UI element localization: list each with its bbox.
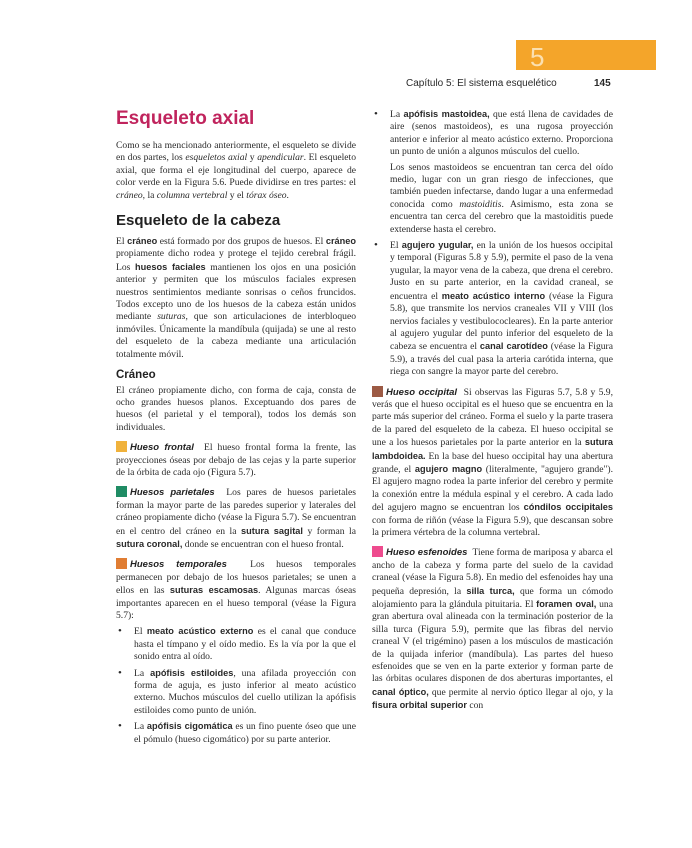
- list-item: • La apófisis cigomática es un fino puente óseo que une el pómulo (hueso cigomático) por su parte anterior.: [116, 720, 356, 746]
- left-column: [116, 108, 356, 749]
- list-item: • La apófisis mastoidea, que está llena de cavidades de aire (senos mastoideos), es una rugosa proyección anterior e inferior al meato acústico externo. Proporciona un punto de unión a algunos músculos del cuello. Los senos mastoideos se encuentran tan cerca del oído medio, lugar con un gran riesgo de infecciones, que también pueden infectarse, dando lugar a una enfermedad conocida como mastoiditis. Asimismo, esta zona se encuentra tan cerca del cerebro que la mastoiditis puede extenderse hasta el cerebro.: [372, 108, 613, 236]
- temporal-paragraph: Huesos temporales Los huesos temporales permanecen por debajo de los huesos parietales; se unen a ellos en las suturas escamosas. Algunas marcas óseas importantes aparecen en el hueso temporal (véase la Figura 5.7):: [116, 559, 356, 621]
- running-header: Capítulo 5: El sistema esquelético: [406, 78, 557, 89]
- esfenoides-paragraph: Hueso esfenoides Tiene forma de mariposa y abarca el ancho de la cabeza y forma parte del suelo de la cavidad craneal (véase la Figura 5.8). En medio del esfenoides hay una pequeña depresión, la silla turca, que forma un cómodo alojamiento para la glándula pituitaria. El foramen oval, una gran abertura oval alineada con la terminación posterior de la silla turca (Figura 5.9), permite que las fibras del nervio craneal V (el trigémino) pasen a los músculos de masticación de la quijada inferior (mandíbula). Las partes del hueso esfenoides que se ven en la parte exterior y forman parte de las órbitas oculares disponen de dos aberturas importantes, el canal óptico, que permite al nervio óptico llegar al ojo, y la fisura orbital superior con: [372, 547, 613, 712]
- list-item: • El meato acústico externo es el canal que conduce hasta el tímpano y el oído medio. Es la vía por la que el sonido entra al oído.: [116, 625, 356, 663]
- list-item: • La apófisis estiloides, una afilada proyección con forma de aguja, es justo inferior al meato acústico externo. Muchos músculos del cuello utilizan la apófisis estiloides como punto de unión.: [116, 667, 356, 718]
- skull-paragraph: El cráneo está formado por dos grupos de huesos. El cráneo propiamente dicho rodea y protege el tejido cerebral frágil. Los huesos faciales mantienen los ojos en una posición anterior y permiten que los músculos faciales expresen nuestros sentimientos mediante sonrisas o ceños fruncidos. Todos excepto uno de los huesos de la cabeza están unidos mediante suturas, que son articulaciones de interbloqueo inmóviles. Únicamente la mandíbula (quijada) se une al resto del esqueleto de la cabeza mediante una articulación totalmente móvil.: [116, 236, 357, 360]
- frontal-paragraph: Hueso frontal El hueso frontal forma la frente, las proyecciones óseas por debajo de las cejas y la parte superior de la órbita de cada ojo (Figura 5.7).: [116, 442, 356, 478]
- craneo-heading: Cráneo: [116, 369, 156, 382]
- page-number: 145: [594, 78, 611, 89]
- right-marks-list: [372, 108, 613, 379]
- chapter-tab: [516, 40, 656, 70]
- chapter-number: 5: [530, 42, 545, 72]
- right-column: [372, 108, 613, 716]
- esfenoides-color-swatch: [372, 546, 383, 557]
- temporal-marks-list: [116, 625, 356, 746]
- craneo-paragraph: El cráneo propiamente dicho, con forma de caja, consta de ocho grandes huesos planos. Exceptuando dos pares de huesos (el parietal y el temporal), todos los demás son individuales.: [116, 384, 356, 433]
- skull-heading: Esqueleto de la cabeza: [116, 212, 281, 230]
- list-item: • El agujero yugular, en la unión de los huesos occipital y temporal (Figuras 5.8 y 5.9), permite el paso de la vena yugular, la mayor vena de la cabeza, que drena el cerebro. Justo en su parte anterior, en la cavidad craneal, se encuentra el meato acústico interno (véase la Figura 5.8), que transmite los nervios craneales VII y VIII (los nervios faciales y vestibulococleares). En la parte anterior al agujero yugular del punto inferior del esqueleto de la cabeza se encuentra el canal carotídeo (véase la Figura 5.9), a través del cual pasa la arteria carótida interna, que riega con sangre la mayor parte del cerebro.: [372, 239, 613, 378]
- parietal-paragraph: Huesos parietales Los pares de huesos parietales forman la mayor parte de las paredes superior y laterales del cráneo propiamente dicho (véase la Figura 5.7). Se encuentran en el centro del cráneo en la sutura sagital y forman la sutura coronal, donde se encuentran con el hueso frontal.: [116, 487, 357, 550]
- frontal-color-swatch: [116, 441, 127, 452]
- parietal-color-swatch: [116, 486, 127, 497]
- section-title: Esqueleto axial: [116, 108, 255, 129]
- occipital-paragraph: Hueso occipital Si observas las Figuras 5.7, 5.8 y 5.9, verás que el hueso occipital es el hueso que se encuentra en la parte más superior del cráneo. Forma el suelo y la parte trasera de la pared del esqueleto de la cabeza. El hueso occipital se une a los huesos parietales por la parte anterior en la sutura lambdoidea. En la base del hueso occipital hay una abertura grande, el agujero magno (literalmente, "agujero grande"). El agujero magno rodea la parte inferior del cerebro y permite la conexión entre la médula espinal y el cerebro. A cada lado del agujero magno se encuentran los cóndilos occipitales con forma de riñón (véase la Figura 5.9), que descansan sobre la primera vértebra de la columna vertebral.: [372, 386, 614, 538]
- intro-paragraph: Como se ha mencionado anteriormente, el esqueleto se divide en dos partes, los esqueletos axial y apendicular. El esqueleto axial, que forma el eje longitudinal del cuerpo, aparece de color verde en la Figura 5.6. Puede dividirse en tres partes: el cráneo, la columna vertebral y el tórax óseo.: [116, 140, 357, 201]
- temporal-color-swatch: [116, 558, 127, 569]
- occipital-color-swatch: [372, 386, 383, 397]
